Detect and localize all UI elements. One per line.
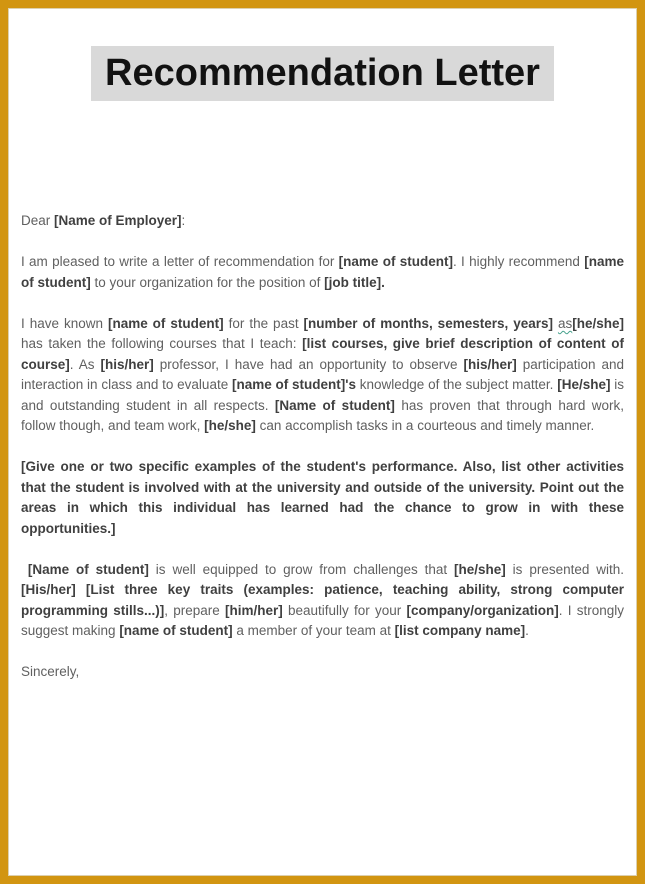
letter-body	[21, 211, 624, 683]
letter-text: . I highly recommend	[452, 254, 585, 270]
page-title: Recommendation Letter	[91, 46, 554, 101]
grammar-flagged-text: as	[557, 315, 573, 331]
placeholder-field: [name of student]	[119, 623, 233, 639]
letter-text: . I strongly suggest making	[21, 602, 624, 639]
placeholder-field: [he/she]	[454, 561, 506, 577]
paragraph-traits	[21, 560, 624, 642]
letter-text: beautifully for your	[282, 602, 407, 618]
placeholder-field: [He/she]	[557, 377, 611, 393]
placeholder-field: [number of months, semesters, years]	[303, 315, 553, 331]
letter-text: is well equipped to grow from challenges that	[148, 561, 455, 577]
letter-text: is presented with.	[505, 561, 625, 577]
placeholder-field: [his/her]	[463, 356, 517, 372]
placeholder-field: [His/her] [List three key traits (examples: patience, teaching ability, strong computer programming stills...)]	[21, 582, 624, 618]
placeholder-field: [job title].	[324, 274, 385, 290]
letter-text: participation and interaction in class and to evaluate	[21, 356, 625, 393]
placeholder-field: [Name of Employer]	[54, 213, 182, 229]
letter-text: a member of your team at	[232, 623, 395, 639]
placeholder-field: [him/her]	[225, 602, 283, 618]
placeholder-field: [Name of student]	[27, 561, 149, 577]
placeholder-field: [company/organization]	[406, 602, 559, 618]
letter-text: knowledge of the subject matter.	[355, 377, 558, 393]
placeholder-field: [his/her]	[100, 356, 154, 372]
placeholder-field: [list courses, give brief description of content of course]	[21, 336, 624, 372]
letter-text: , prepare	[164, 602, 225, 618]
letter-text: to your organization for the position of	[90, 274, 325, 290]
letter-text: has proven that through hard work, follow though, and team work,	[21, 397, 625, 434]
letter-text: :	[181, 213, 186, 229]
letter-text: I have known	[21, 315, 108, 331]
salutation	[21, 211, 624, 232]
paragraph-examples	[21, 457, 624, 539]
title-wrap	[8, 46, 637, 101]
paragraph-intro	[21, 252, 624, 293]
paragraph-history	[21, 314, 624, 437]
letter-text: I am pleased to write a letter of recommendation for	[21, 254, 339, 270]
letter-text: has taken the following courses that I teach:	[21, 336, 303, 352]
placeholder-field: [Name of student]	[274, 397, 395, 413]
placeholder-field: [name of student]	[107, 315, 224, 331]
letter-text: professor, I have had an opportunity to observe	[153, 356, 464, 372]
placeholder-field: [name of student]	[21, 254, 624, 290]
letter-text: can accomplish tasks in a courteous and timely manner.	[255, 418, 595, 434]
letter-text: Sincerely,	[21, 664, 80, 680]
letter-text: . As	[69, 356, 101, 372]
closing	[21, 662, 624, 683]
placeholder-field: [he/she]	[572, 315, 624, 331]
placeholder-field: [list company name]	[394, 623, 526, 639]
placeholder-field: [name of student]	[338, 254, 453, 270]
placeholder-field: [Give one or two specific examples of the student's performance. Also, list other activities that the student is involved with at the university and outside of the university. Point out the areas in which this individual has learned had the chance to grow in with these opportunities.]	[21, 459, 624, 536]
placeholder-field: [he/she]	[204, 418, 256, 434]
letter-text: for the past	[223, 315, 304, 331]
letter-text: Dear	[21, 213, 55, 229]
letter-text: .	[525, 623, 529, 639]
letter-text	[21, 562, 28, 577]
letter-text: is and outstanding student in all respects.	[21, 377, 624, 413]
placeholder-field: [name of student]'s	[231, 377, 356, 393]
